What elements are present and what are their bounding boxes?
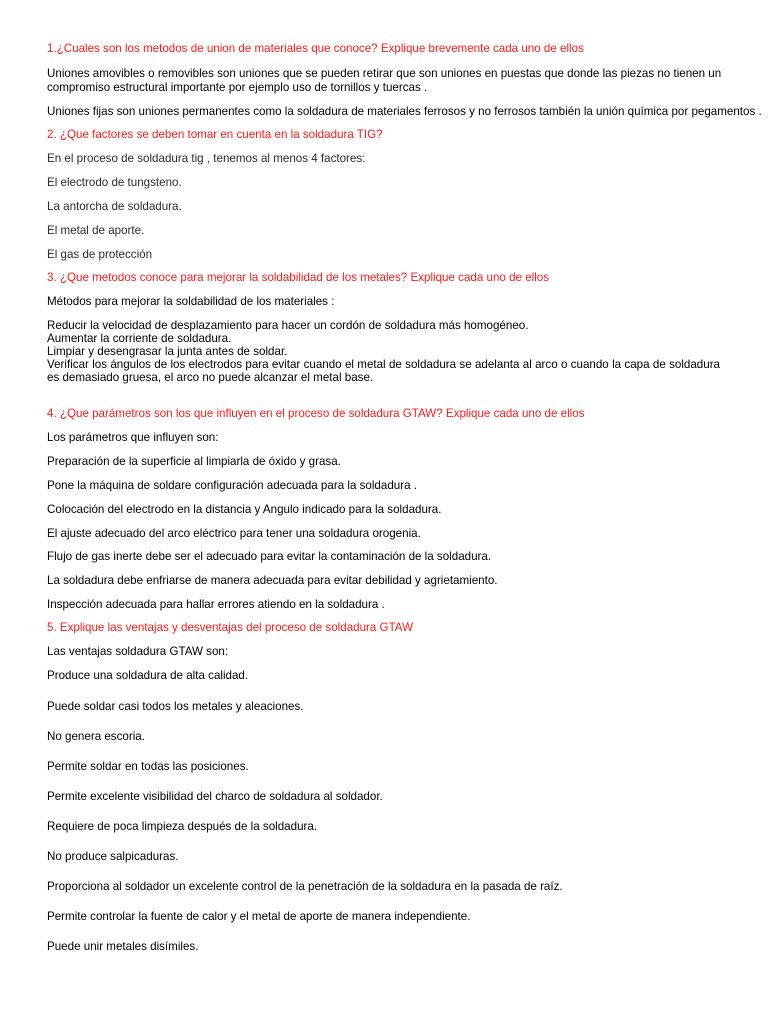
answer-1-line-2: compromiso estructural importante por ejemplo uso de tornillos y tuercas . [47, 81, 428, 94]
answer-2-item: El gas de protección [47, 248, 153, 261]
answer-3-line: Aumentar la corriente de soldadura. [47, 332, 232, 345]
answer-5-item: No produce salpicaduras. [47, 850, 179, 863]
answer-4-intro: Los parámetros que influyen son: [47, 431, 219, 444]
answer-2-item: La antorcha de soldadura. [47, 200, 182, 213]
answer-4-item: Flujo de gas inerte debe ser el adecuado para evitar la contaminación de la soldadura. [47, 550, 492, 563]
answer-4-item: Preparación de la superficie al limpiarla de óxido y grasa. [47, 455, 341, 468]
question-1: 1.¿Cuales son los metodos de union de materiales que conoce? Explique brevemente cada uno de ellos [47, 42, 584, 55]
answer-3-paragraph: Verificar los ángulos de los electrodos para evitar cuando el metal de soldadura se adelanta al arco o cuando la capa de soldadura es demasiado gruesa, el arco no puede alcanzar el metal base. [47, 358, 720, 384]
answer-5-intro: Las ventajas soldadura GTAW son: [47, 645, 229, 658]
answer-5-item: Proporciona al soldador un excelente control de la penetración de la soldadura en la pasada de raíz. [47, 880, 563, 893]
answer-3-line: Reducir la velocidad de desplazamiento para hacer un cordón de soldadura más homogéneo. [47, 319, 529, 332]
answer-5-item: Puede soldar casi todos los metales y aleaciones. [47, 700, 304, 713]
answer-2-intro: En el proceso de soldadura tig , tenemos al menos 4 factores: [47, 152, 366, 165]
answer-1-paragraph-2: Uniones fijas son uniones permanentes como la soldadura de materiales ferrosos y no ferrosos también la unión química por pegamentos . [47, 105, 762, 118]
question-3: 3. ¿Que metodos conoce para mejorar la soldabilidad de los metales? Explique cada uno de ellos [47, 271, 550, 284]
answer-4-item: La soldadura debe enfriarse de manera adecuada para evitar debilidad y agrietamiento. [47, 574, 498, 587]
answer-5-item: No genera escoria. [47, 730, 145, 743]
answer-4-item: Pone la máquina de soldare configuración adecuada para la soldadura . [47, 479, 417, 492]
answer-2-item: El metal de aporte. [47, 224, 145, 237]
answer-5-item: Requiere de poca limpieza después de la soldadura. [47, 820, 318, 833]
answer-5-item: Permite controlar la fuente de calor y el metal de aporte de manera independiente. [47, 910, 471, 923]
answer-4-item: El ajuste adecuado del arco eléctrico para tener una soldadura orogenia. [47, 527, 421, 540]
answer-5-item: Permite excelente visibilidad del charco de soldadura al soldador. [47, 790, 383, 803]
question-2: 2. ¿Que factores se deben tomar en cuenta en la soldadura TIG? [47, 128, 383, 141]
answer-4-item: Inspección adecuada para hallar errores atiendo en la soldadura . [47, 598, 385, 611]
answer-4-item: Colocación del electrodo en la distancia y Angulo indicado para la soldadura. [47, 503, 442, 516]
answer-3-line: Limpiar y desengrasar la junta antes de soldar. [47, 345, 288, 358]
answer-5-item: Permite soldar en todas las posiciones. [47, 760, 249, 773]
answer-2-item: El electrodo de tungsteno. [47, 176, 182, 189]
answer-5-item: Puede unir metales disímiles. [47, 940, 199, 953]
answer-5-item: Produce una soldadura de alta calidad. [47, 669, 249, 682]
answer-3-intro: Métodos para mejorar la soldabilidad de los materiales : [47, 295, 335, 308]
question-4: 4. ¿Que parámetros son los que influyen en el proceso de soldadura GTAW? Explique cada uno de ellos [47, 407, 585, 420]
question-5: 5. Explique las ventajas y desventajas del proceso de soldadura GTAW [47, 621, 414, 634]
answer-1-line-1: Uniones amovibles o removibles son uniones que se pueden retirar que son uniones en puestas que donde las piezas no tienen un [47, 67, 722, 80]
